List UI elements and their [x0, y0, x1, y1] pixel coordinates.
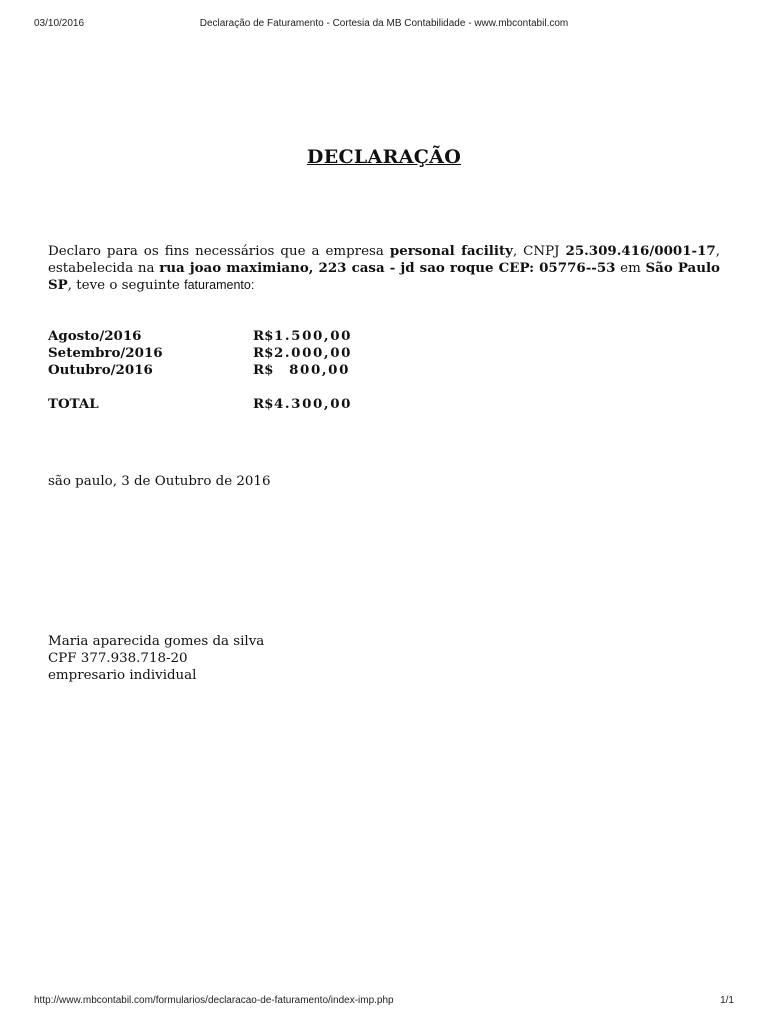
total-currency: R$ [253, 396, 274, 412]
revenue-currency: R$ [253, 328, 274, 344]
signer-cpf: CPF 377.938.718-20 [48, 651, 188, 666]
paragraph-text: , estabelecida na [48, 244, 720, 276]
footer-page-number: 1/1 [720, 995, 734, 1006]
revenue-amount: 2.000,00 [274, 345, 353, 361]
revenue-currency: R$ [253, 345, 274, 361]
cnpj-number: 25.309.416/0001-17 [565, 243, 716, 259]
header-date: 03/10/2016 [34, 18, 85, 29]
signer-name: Maria aparecida gomes da silva [48, 634, 265, 649]
company-city: São Paulo SP [48, 260, 720, 293]
paragraph-text: em [615, 261, 646, 276]
revenue-currency: R$ [253, 362, 274, 378]
document-title: DECLARAÇÃO [306, 146, 462, 168]
revenue-amount: 1.500,00 [274, 328, 353, 344]
footer-url: http://www.mbcontabil.com/formularios/declaracao-de-faturamento/index-imp.php [34, 995, 394, 1006]
header-title: Declaração de Faturamento - Cortesia da MB Contabilidade - www.mbcontabil.com [199, 18, 569, 29]
paragraph-text-end: faturamento: [184, 278, 255, 292]
place-and-date: são paulo, 3 de Outubro de 2016 [48, 474, 271, 489]
paragraph-text: Declaro para os fins necessários que a empresa [48, 244, 390, 259]
revenue-month: Outubro/2016 [48, 362, 153, 378]
paragraph-text: , CNPJ [512, 244, 566, 259]
signature-block [48, 633, 264, 684]
total-amount: 4.300,00 [274, 396, 353, 412]
company-address: rua joao maximiano, 223 casa - jd sao roque CEP: 05776--53 [159, 260, 616, 276]
declaration-paragraph [48, 243, 720, 294]
total-label: TOTAL [48, 396, 99, 412]
revenue-month: Setembro/2016 [48, 345, 163, 361]
company-name: personal facility [389, 243, 513, 259]
revenue-amount: 800,00 [289, 362, 350, 378]
paragraph-text: , teve o seguinte [67, 278, 185, 293]
revenue-month: Agosto/2016 [48, 328, 142, 344]
signer-role: empresario individual [48, 668, 197, 683]
